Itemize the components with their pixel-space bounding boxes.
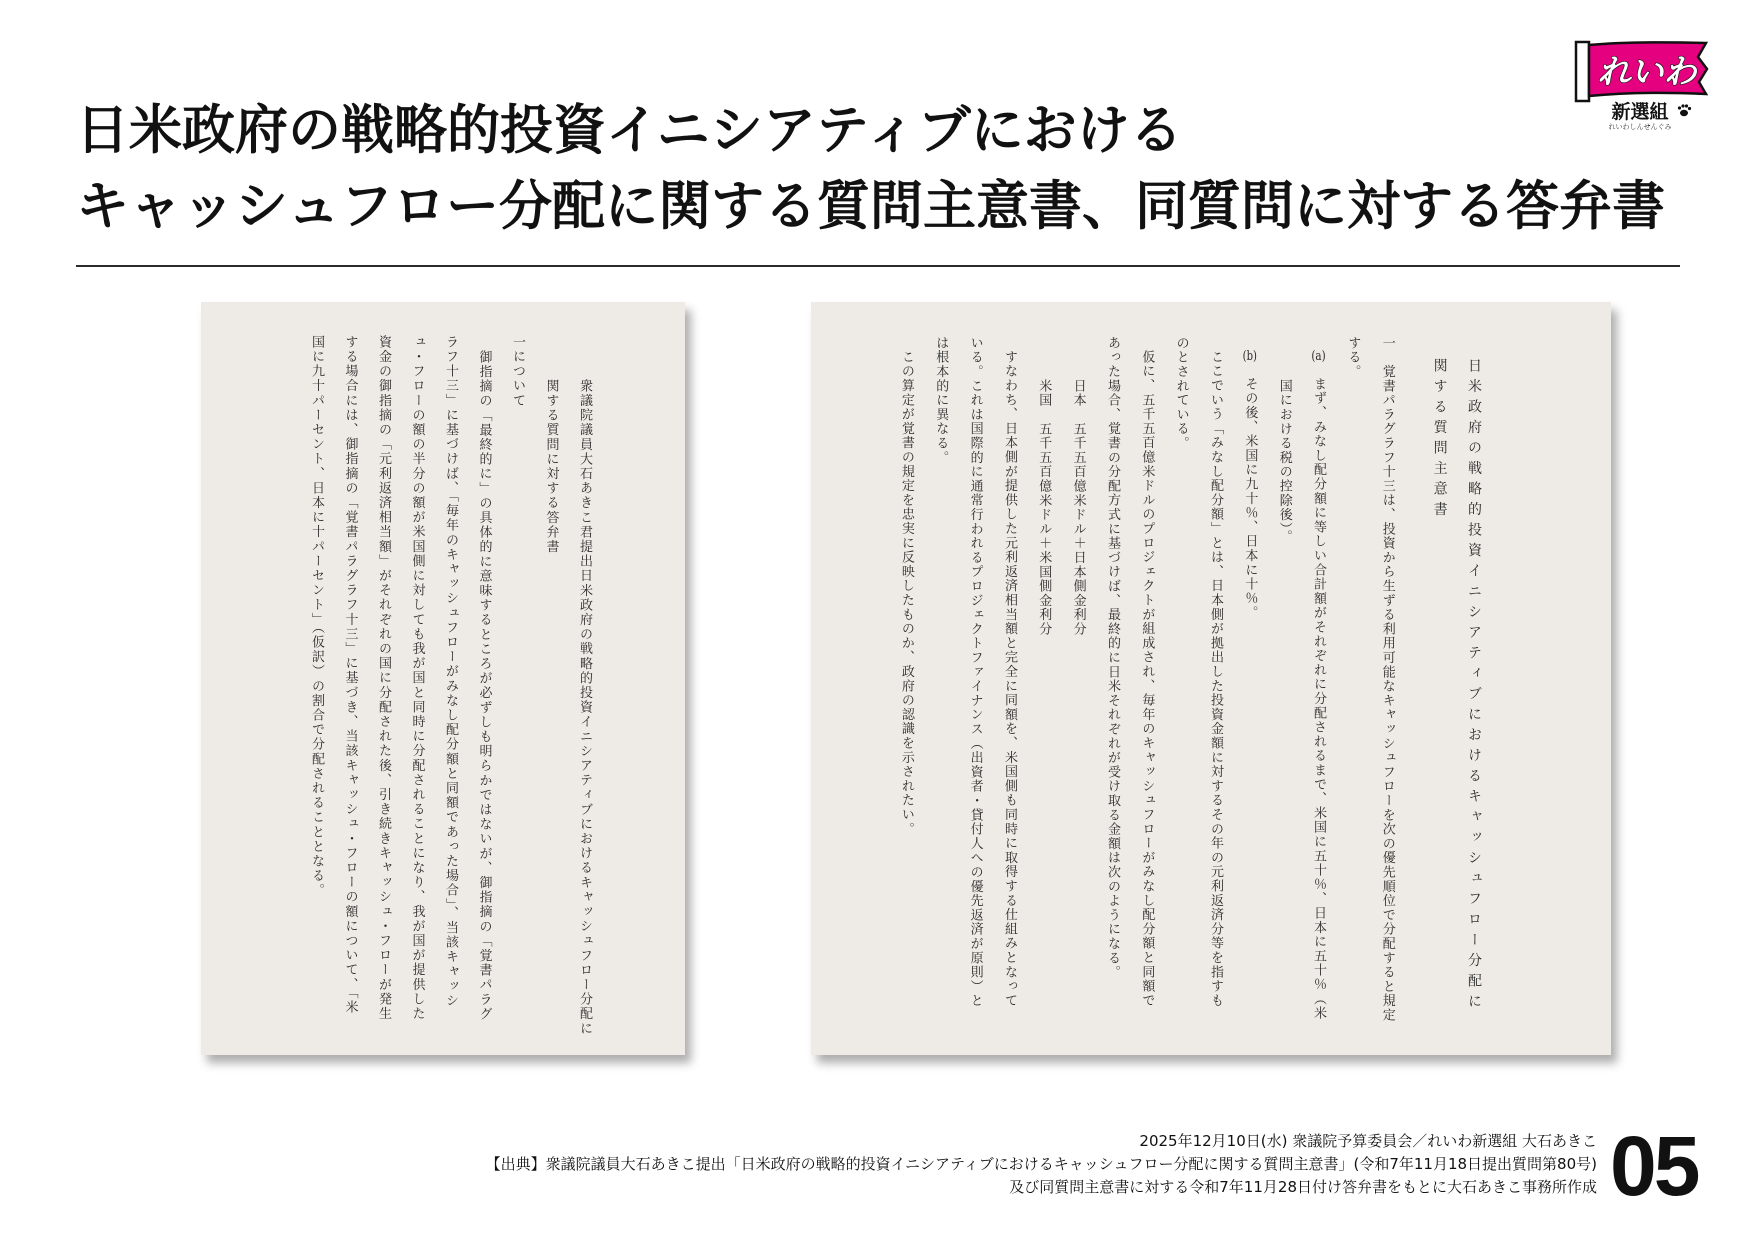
document-line: この算定が覚書の規定を忠実に反映したものか、政府の認識を示されたい。 bbox=[898, 350, 914, 837]
document-line: ラフ十三」に基づけば、「毎年のキャッシュフローがみなし配分額と同額であった場合」、当該キャッシ bbox=[443, 335, 458, 1009]
document-line: 一について bbox=[510, 335, 525, 408]
slide-title bbox=[76, 93, 1665, 245]
logo-tagline: れいわしんせんぐみ bbox=[1608, 123, 1672, 131]
document-line: 日本 五千五百億米ドル＋日本側金利分 bbox=[1070, 379, 1086, 637]
question-document-text bbox=[889, 336, 1491, 1051]
slide-title-line-2: キャッシュフロー分配に関する質問主意書、同質問に対する答弁書 bbox=[76, 176, 1665, 237]
line-spacer bbox=[1404, 336, 1423, 1051]
document-line: いる。これは国際的に通常行われるプロジェクトファイナンス（出資者・貸付人への優先返済が原則）と bbox=[967, 336, 983, 1009]
document-line: すなわち、日本側が提供した元利返済相当額と完全に同額を、米国側も同時に取得する仕組みとなって bbox=[1001, 350, 1017, 1009]
document-line: 衆議院議員大石あきこ君提出日米政府の戦略的投資イニシアティブにおけるキャッシュフロー分配に bbox=[577, 379, 592, 1036]
document-line: する場合には、御指摘の「覚書パラグラフ十三」に基づき、当該キャッシュ・フローの額について、「米 bbox=[342, 335, 358, 1015]
document-line: 国における税の控除後）。 bbox=[1276, 379, 1292, 545]
cat-paw-icon bbox=[1678, 104, 1691, 116]
item-text: その後、米国に九十％、日本に十％。 bbox=[1242, 377, 1258, 621]
document-line: ュ・フローの額の半分の額が米国側に対しても我が国と同時に分配されることになり、我が国が提供した bbox=[409, 335, 425, 1022]
document-line bbox=[1232, 336, 1266, 1051]
reiwa-shinsengumi-logo bbox=[1570, 38, 1715, 134]
document-line: のとされている。 bbox=[1173, 336, 1189, 451]
document-line: あった場合、覚書の分配方式に基づけば、最終的に日米それぞれが受け取る金額は次のようになる。 bbox=[1104, 336, 1120, 980]
document-line: は根本的に異なる。 bbox=[933, 336, 949, 465]
answer-document-page bbox=[201, 302, 685, 1055]
document-line: 御指摘の「最終的に」の具体的に意味するところが必ずしも明らかではないが、御指摘の「覚書パラグ bbox=[476, 349, 492, 1022]
question-document-page bbox=[811, 302, 1611, 1055]
logo-wordmark: 新選組 bbox=[1611, 101, 1669, 123]
item-marker: (b) bbox=[1242, 350, 1257, 364]
document-line: する。 bbox=[1345, 336, 1361, 379]
document-line: 米国 五千五百億米ドル＋米国側金利分 bbox=[1036, 379, 1052, 637]
document-line: 資金の御指摘の「元利返済相当額」がそれぞれの国に分配された後、引き続きキャッシュ・フローが発生 bbox=[376, 335, 391, 1022]
footer-source-line: 【出典】衆議院議員大石あきこ提出「日米政府の戦略的投資イニシアティブにおけるキャッシュフロー分配に関する質問主意書」(令和7年11月18日提出質問第80号) bbox=[485, 1155, 1597, 1173]
slide-title-line-1: 日米政府の戦略的投資イニシアティブにおける bbox=[76, 100, 1183, 161]
document-line: 一 覚書パラグラフ十三は、投資から生ずる利用可能なキャッシュフローを次の優先順位で分配すると規定 bbox=[1379, 336, 1395, 1023]
item-marker: (a) bbox=[1311, 350, 1326, 364]
document-line bbox=[1301, 336, 1335, 1051]
document-line: ここでいう「みなし配分額」とは、日本側が拠出した投資金額に対するその年の元利返済分等を指すも bbox=[1208, 350, 1223, 1009]
document-line: 国に九十パーセント、日本に十パーセント」（仮訳）の割合で分配されることとなる。 bbox=[309, 335, 324, 898]
item-text: まず、みなし配分額に等しい合計額がそれぞれに分配されるまで、米国に五十％、日本に五十％（米 bbox=[1311, 377, 1327, 1021]
footer-date-line: 2025年12月10日(水) 衆議院予算委員会／れいわ新選組 大石あきこ bbox=[1139, 1132, 1597, 1150]
document-title-line: 関する質問主意書 bbox=[1431, 358, 1448, 522]
answer-document-text bbox=[300, 335, 602, 1050]
title-divider bbox=[76, 265, 1680, 267]
document-line: 関する質問に対する答弁書 bbox=[543, 379, 559, 555]
source-footer bbox=[486, 1130, 1597, 1199]
footer-source-line: 及び同質問主意書に対する令和7年11月28日付け答弁書をもとに大石あきこ事務所作成 bbox=[1009, 1178, 1597, 1196]
logo-flag-text: れいわ bbox=[1597, 52, 1697, 91]
document-line: 仮に、五千五百億米ドルのプロジェクトが組成され、毎年のキャッシュフローがみなし配分額と同額で bbox=[1139, 350, 1155, 1009]
slide-page-number: 05 bbox=[1610, 1119, 1698, 1213]
document-title-line: 日米政府の戦略的投資イニシアティブにおけるキャッシュフロー分配に bbox=[1466, 358, 1482, 1014]
